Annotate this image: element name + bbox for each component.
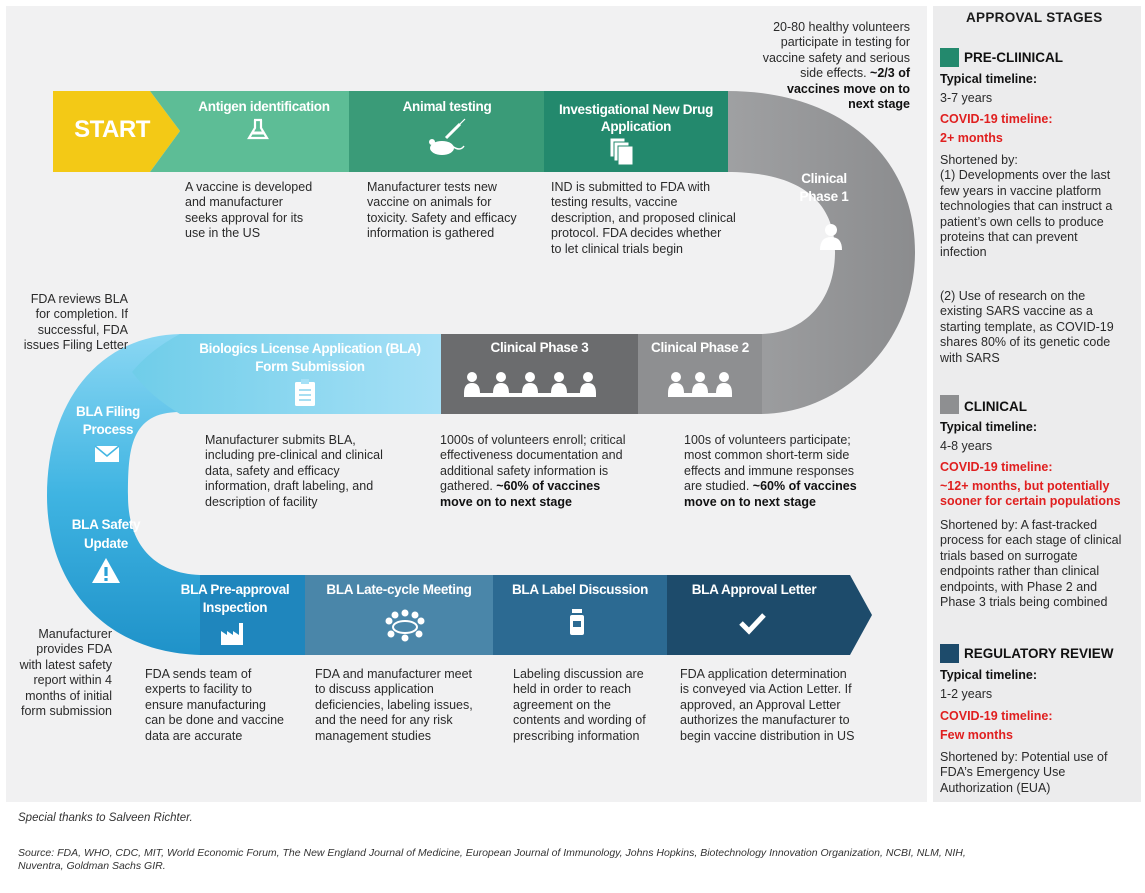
phase2-title: Clinical Phase 2: [651, 340, 749, 355]
preapproval-description: FDA sends team of experts to facility to ensure manufacturing can be done and vaccine data are accurate: [145, 667, 284, 743]
clinical-heading: CLINICAL: [964, 399, 1027, 414]
preclinical-shortened: Shortened by: (1) Developments over the last few years in vaccine platform technologies that can instruct a patient’s own cells to produce proteins that can prevent infection: [940, 153, 1113, 260]
antigen-description: A vaccine is developed and manufacturer seeks approval for its use in the US: [185, 180, 313, 241]
bla-filing-title-1: BLA Filing: [76, 404, 140, 419]
preclinical-typical-value: 3-7 years: [940, 91, 993, 105]
label-title: BLA Label Discussion: [511, 582, 649, 597]
preclinical-heading: PRE-CLIINICAL: [964, 50, 1063, 65]
bottle-icon: [570, 609, 584, 635]
regulatory-typical-value: 1-2 years: [940, 687, 993, 701]
approval-title: BLA Approval Letter: [691, 582, 817, 597]
antigen-title: Antigen identification: [198, 99, 330, 114]
clinical-typical-label: Typical timeline:: [940, 420, 1038, 434]
clinical-covid-label: COVID-19 timeline:: [940, 460, 1053, 474]
regulatory-shortened: Shortened by: Potential use of FDA’s Emergency Use Authorization (EUA): [940, 750, 1108, 795]
envelope-icon: [95, 446, 119, 462]
phase1-title-2: Phase 1: [799, 189, 849, 204]
regulatory-swatch: [940, 644, 959, 663]
preapproval-title-2: Inspection: [202, 600, 268, 615]
ind-title-1: Investigational New Drug: [558, 102, 714, 117]
ind-title-2: Application: [600, 119, 672, 134]
animal-description: Manufacturer tests new vaccine on animals for toxicity. Safety and efficacy information is gathered: [367, 180, 517, 241]
bla-safety-title-2: Update: [84, 536, 128, 551]
bla-submission-description: Manufacturer submits BLA, including pre-clinical and clinical data, safety and efficacy information, draft labeling, and description of facility: [205, 433, 383, 509]
phase1-description: 20-80 healthy volunteers participate in testing for vaccine safety and serious side effects. ~2/3 of vaccines move on to next stage: [762, 20, 910, 112]
thanks-note: Special thanks to Salveen Richter.: [18, 812, 193, 824]
preclinical-covid-value: 2+ months: [940, 131, 1003, 145]
bla-safety-title-1: BLA Safety: [71, 517, 141, 532]
clinical-swatch: [940, 395, 959, 414]
source-note: Source: FDA, WHO, CDC, MIT, World Economic Forum, The New England Journal of Medicine, European Journal of Immunology, Johns Hopkins, Biotechnology Innovation Organization, NCBI, NLM, NIH, Nuventra, Goldman Sachs GIR.: [18, 847, 966, 872]
regulatory-typical-label: Typical timeline:: [940, 668, 1038, 682]
clinical-covid-value: ~12+ months, but potentially sooner for certain populations: [940, 479, 1121, 509]
regulatory-covid-value: Few months: [940, 728, 1013, 742]
phase3-title: Clinical Phase 3: [490, 340, 589, 355]
bla-submission-title-2: Form Submission: [255, 359, 365, 374]
clinical-shortened: Shortened by: A fast-tracked process for each stage of clinical trials based on surrogate endpoints rather than clinical endpoints, with Phase 2 and Phase 3 trials being combined: [940, 518, 1122, 610]
phase3-description: 1000s of volunteers enroll; critical effectiveness documentation and additional safety information is gathered. ~60% of vaccines move on to next stage: [440, 433, 626, 509]
panel-title: APPROVAL STAGES: [966, 10, 1103, 25]
regulatory-heading: REGULATORY REVIEW: [964, 646, 1114, 661]
preclinical-typical-label: Typical timeline:: [940, 72, 1038, 86]
preclinical-covid-label: COVID-19 timeline:: [940, 112, 1053, 126]
start-label: START: [74, 116, 150, 143]
label-description: Labeling discussion are held in order to reach agreement on the contents and wording of prescribing information: [513, 667, 646, 743]
late-cycle-description: FDA and manufacturer meet to discuss application deficiencies, labeling issues, and the need for any risk management studies: [315, 667, 473, 743]
approval-description: FDA application determination is conveyed via Action Letter. If approved, an Approval Letter authorizes the manufacturer to begin vaccine distribution in US: [680, 667, 855, 743]
group-icon: [668, 372, 732, 397]
preapproval-title-1: BLA Pre-approval: [180, 582, 290, 597]
safety-description: Manufacturer provides FDA with latest safety report within 4 months of initial form submission: [19, 627, 112, 719]
filing-description: FDA reviews BLA for completion. If successful, FDA issues Filing Letter: [23, 292, 128, 353]
preclinical-swatch: [940, 48, 959, 67]
bla-filing-title-2: Process: [82, 422, 134, 437]
clinical-typical-value: 4-8 years: [940, 439, 993, 453]
regulatory-covid-label: COVID-19 timeline:: [940, 709, 1053, 723]
phase1-title-1: Clinical: [801, 171, 847, 186]
bla-submission-title-1: Biologics License Application (BLA): [199, 341, 421, 356]
clipboard-icon: [295, 379, 315, 406]
late-cycle-title: BLA Late-cycle Meeting: [326, 582, 472, 597]
preclinical-shortened-2: (2) Use of research on the existing SARS vaccine as a starting template, as COVID-19 shares 80% of its genetic code with SARS: [940, 289, 1114, 365]
phase2-description: 100s of volunteers participate; most common short-term side effects and immune responses are studied. ~60% of vaccines move on to next stage: [684, 433, 857, 509]
animal-title: Animal testing: [402, 99, 492, 114]
ind-description: IND is submitted to FDA with testing results, vaccine description, and proposed clinical protocol. FDA decides whether to let clinical trials begin: [551, 180, 736, 256]
